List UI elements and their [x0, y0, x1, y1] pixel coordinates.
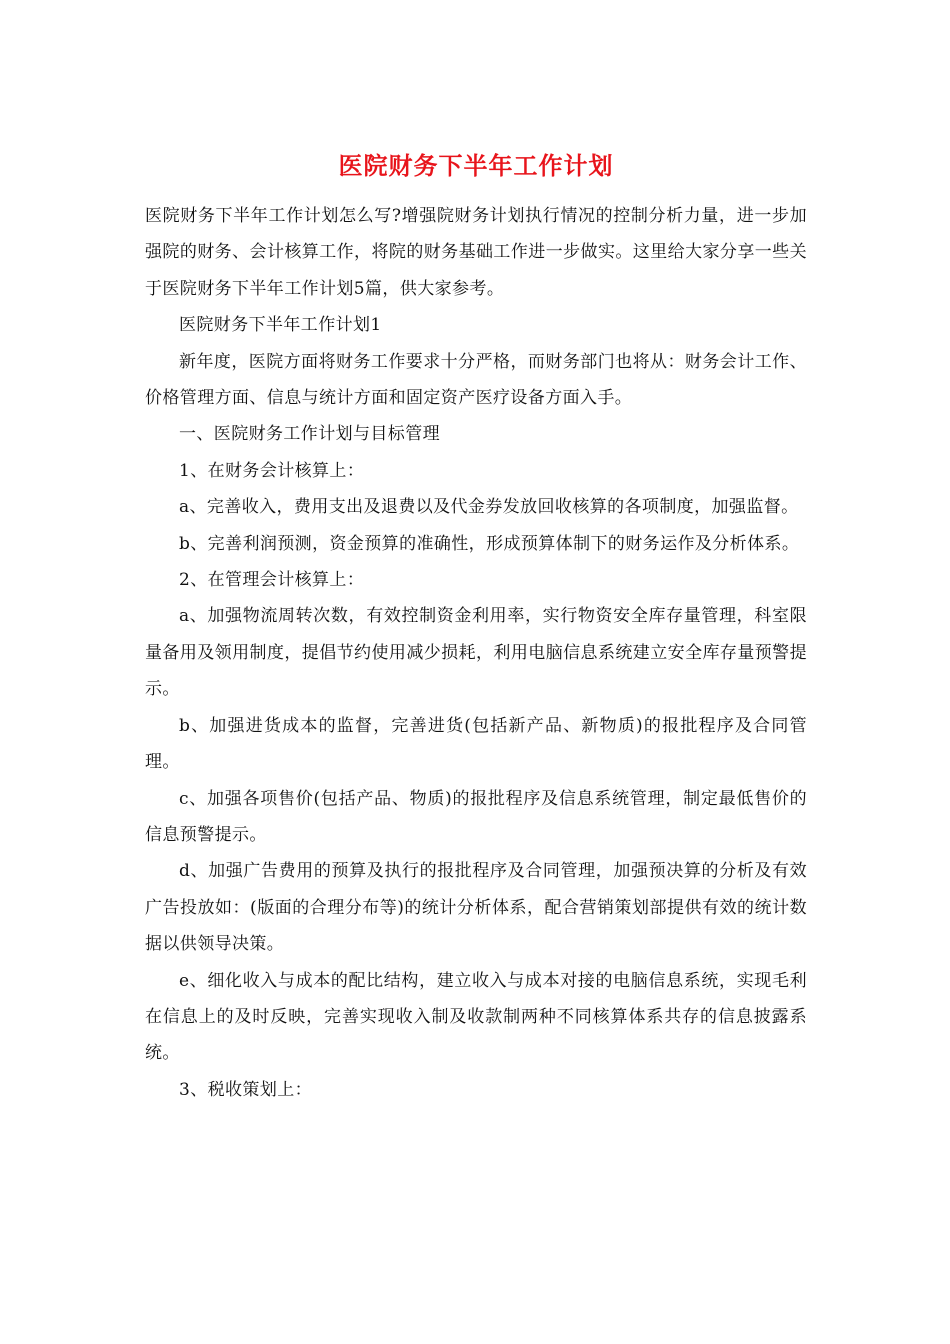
list-item: d、加强广告费用的预算及执行的报批程序及合同管理，加强预决算的分析及有效广告投放如：(版面的合理分布等)的统计分析体系，配合营销策划部提供有效的统计数据以供领导决策。 — [145, 861, 807, 955]
document-body — [145, 146, 807, 1108]
subsection-heading: 2、在管理会计核算上： — [179, 570, 365, 591]
list-item: e、细化收入与成本的配比结构，建立收入与成本对接的电脑信息系统，实现毛利在信息上的及时反映，完善实现收入制及收款制两种不同核算体系共存的信息披露系统。 — [145, 970, 807, 1064]
section-heading-plan-1: 医院财务下半年工作计划1 — [179, 315, 382, 336]
list-item: c、加强各项售价(包括产品、物质)的报批程序及信息系统管理，制定最低售价的信息预警提示。 — [145, 788, 807, 845]
document-title: 医院财务下半年工作计划 — [338, 151, 614, 180]
intro-paragraph: 医院财务下半年工作计划怎么写?增强院财务计划执行情况的控制分析力量，进一步加强院的财务、会计核算工作，将院的财务基础工作进一步做实。这里给大家分享一些关于医院财务下半年工作计划5篇，供大家参考。 — [145, 206, 807, 299]
paragraph: 新年度，医院方面将财务工作要求十分严格，而财务部门也将从：财务会计工作、价格管理方面、信息与统计方面和固定资产医疗设备方面入手。 — [145, 351, 807, 409]
section-heading: 一、医院财务工作计划与目标管理 — [179, 424, 440, 445]
list-item: a、完善收入，费用支出及退费以及代金券发放回收核算的各项制度，加强监督。 — [179, 497, 799, 518]
list-item: b、完善利润预测，资金预算的准确性，形成预算体制下的财务运作及分析体系。 — [179, 533, 800, 554]
subsection-heading: 1、在财务会计核算上： — [179, 460, 365, 481]
subsection-heading: 3、税收策划上： — [179, 1079, 313, 1100]
list-item: a、加强物流周转次数，有效控制资金利用率，实行物资安全库存量管理，科室限量备用及领用制度，提倡节约使用减少损耗，利用电脑信息系统建立安全库存量预警提示。 — [145, 606, 807, 700]
list-item: b、加强进货成本的监督，完善进货(包括新产品、新物质)的报批程序及合同管理。 — [145, 715, 807, 773]
